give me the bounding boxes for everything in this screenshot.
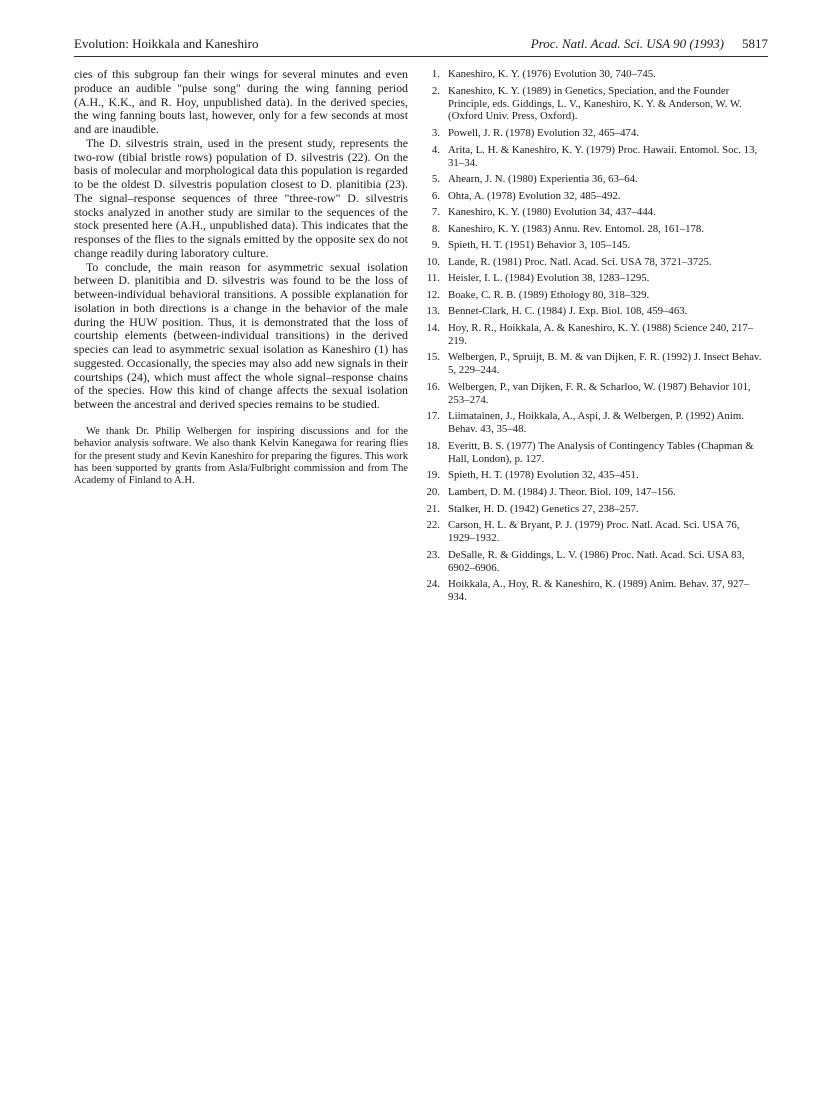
reference-text: Kaneshiro, K. Y. (1983) Annu. Rev. Entomol. 28, 161–178.	[448, 222, 705, 235]
reference-text: Lande, R. (1981) Proc. Natl. Acad. Sci. USA 78, 3721–3725.	[448, 255, 712, 268]
reference-item	[420, 68, 768, 81]
reference-number: 21.	[426, 502, 440, 515]
reference-item	[420, 322, 768, 348]
reference-number: 20.	[426, 486, 440, 499]
reference-number: 22.	[426, 519, 440, 532]
reference-item	[420, 503, 768, 516]
reference-item	[420, 289, 768, 302]
reference-text: Hoy, R. R., Hoikkala, A. & Kaneshiro, K. Y. (1988) Science 240, 217–219.	[448, 321, 754, 347]
reference-number: 7.	[431, 206, 440, 219]
reference-item	[420, 256, 768, 269]
reference-item	[420, 305, 768, 318]
reference-item	[420, 173, 768, 186]
reference-text: Welbergen, P., Spruijt, B. M. & van Dijken, F. R. (1992) J. Insect Behav. 5, 229–244.	[448, 351, 762, 377]
reference-list	[420, 68, 768, 608]
reference-number: 4.	[431, 143, 440, 156]
reference-text: Bennet-Clark, H. C. (1984) J. Exp. Biol. 108, 459–463.	[448, 305, 688, 318]
header-rule	[74, 56, 768, 57]
acknowledgments: We thank Dr. Philip Welbergen for inspiring discussions and for the behavior analysis software. We also thank Kelvin Kanegawa for rearing flies for the present study and Kevin Kaneshiro for preparing the figures. This work has been supported by grants from Asla/Fulbright commission and from The Academy of Finland to A.H.	[74, 425, 408, 487]
reference-item	[420, 440, 768, 466]
reference-number: 24.	[426, 578, 440, 591]
reference-number: 8.	[431, 222, 440, 235]
reference-item	[420, 206, 768, 219]
reference-text: Kaneshiro, K. Y. (1989) in Genetics, Speciation, and the Founder Principle, eds. Giddings, L. V., Kaneshiro, K. Y. & Anderson, W. W. (Oxford Univ. Press, Oxford).	[448, 84, 742, 123]
reference-text: Ohta, A. (1978) Evolution 32, 485–492.	[448, 189, 621, 202]
reference-item	[420, 410, 768, 436]
reference-number: 11.	[426, 272, 440, 285]
journal-name: Proc. Natl. Acad. Sci. USA 90 (1993)	[530, 36, 724, 51]
reference-text: DeSalle, R. & Giddings, L. V. (1986) Proc. Natl. Acad. Sci. USA 83, 6902–6906.	[448, 548, 745, 574]
reference-text: Carson, H. L. & Bryant, P. J. (1979) Proc. Natl. Acad. Sci. USA 76, 1929–1932.	[448, 519, 740, 545]
reference-item	[420, 519, 768, 545]
reference-item	[420, 272, 768, 285]
reference-text: Welbergen, P., van Dijken, F. R. & Scharloo, W. (1987) Behavior 101, 253–274.	[448, 380, 751, 406]
reference-text: Stalker, H. D. (1942) Genetics 27, 238–257.	[448, 502, 639, 515]
reference-number: 6.	[431, 189, 440, 202]
journal-citation	[531, 36, 768, 52]
reference-item	[420, 486, 768, 499]
reference-item	[420, 223, 768, 236]
running-header	[74, 36, 768, 54]
reference-text: Kaneshiro, K. Y. (1980) Evolution 34, 437–444.	[448, 206, 656, 219]
reference-text: Heisler, I. L. (1984) Evolution 38, 1283–1295.	[448, 272, 650, 285]
reference-text: Powell, J. R. (1978) Evolution 32, 465–474.	[448, 127, 640, 139]
body-column	[74, 68, 408, 488]
reference-number: 23.	[426, 548, 440, 561]
reference-number: 10.	[426, 255, 440, 268]
reference-number: 14.	[426, 321, 440, 334]
reference-number: 1.	[431, 68, 440, 80]
reference-text: Spieth, H. T. (1951) Behavior 3, 105–145.	[448, 239, 631, 252]
reference-item	[420, 144, 768, 170]
reference-number: 15.	[426, 351, 440, 364]
running-title: Evolution: Hoikkala and Kaneshiro	[74, 36, 259, 51]
reference-item	[420, 239, 768, 252]
paragraph-1: cies of this subgroup fan their wings for several minutes and even produce an audible "pulse song" during the wing fanning period (A.H., K.K., and R. Hoy, unpublished data). In the derived species, the wing fanning bouts last, however, only for a few seconds at most and are inaudible.	[74, 67, 408, 136]
reference-number: 13.	[426, 305, 440, 318]
reference-number: 5.	[431, 173, 440, 186]
reference-item	[420, 85, 768, 124]
reference-number: 18.	[426, 439, 440, 452]
reference-number: 16.	[426, 380, 440, 393]
reference-text: Lambert, D. M. (1984) J. Theor. Biol. 109, 147–156.	[448, 486, 676, 499]
reference-number: 2.	[431, 84, 440, 97]
reference-text: Everitt, B. S. (1977) The Analysis of Contingency Tables (Chapman & Hall, London), p. 127.	[448, 439, 754, 465]
reference-item	[420, 351, 768, 377]
paragraph-2: The D. silvestris strain, used in the present study, represents the two-row (tibial bristle rows) population of D. silvestris (22). On the basis of molecular and morphological data this population is regarded to be the oldest D. silvestris population closest to D. planitibia (23). The signal–response sequences of three "three-row" D. silvestris stocks analyzed in another study are similar to the sequences of the stock presented here (A.H., unpublished data). This indicates that the responses of the flies to the signals emitted by the opposite sex do not change readily during laboratory culture.	[74, 135, 408, 260]
reference-text: Kaneshiro, K. Y. (1976) Evolution 30, 740–745.	[448, 68, 656, 80]
reference-item	[420, 381, 768, 407]
paragraph-3: To conclude, the main reason for asymmetric sexual isolation between D. planitibia and D. silvestris was found to be the loss of between-individual behavioral transitions. A possible explanation for isolation in both directions is a change in the behavior of the male during the HUW position. Thus, it is demonstrated that the loss of courtship elements (between-individual transitions) in the derived species can lead to asymmetric sexual isolation as Kaneshiro (1) has suggested. Occasionally, the species may also add new signals in their courtships (24), which must affect the whole signal–response chains of the species. How this kind of change affects the sexual isolation between the ancestral and derived species remains to be studied.	[74, 259, 408, 411]
page-number: 5817	[742, 36, 768, 51]
reference-text: Hoikkala, A., Hoy, R. & Kaneshiro, K. (1989) Anim. Behav. 37, 927–934.	[448, 578, 750, 604]
reference-item	[420, 190, 768, 203]
reference-item	[420, 578, 768, 604]
reference-number: 9.	[431, 239, 440, 252]
reference-text: Liimatainen, J., Hoikkala, A., Aspi, J. & Welbergen, P. (1992) Anim. Behav. 43, 35–48.	[448, 410, 744, 436]
reference-text: Boake, C. R. B. (1989) Ethology 80, 318–329.	[448, 288, 650, 301]
reference-number: 19.	[426, 469, 440, 482]
reference-number: 3.	[431, 127, 440, 139]
reference-text: Spieth, H. T. (1978) Evolution 32, 435–451.	[448, 469, 639, 482]
reference-text: Ahearn, J. N. (1980) Experientia 36, 63–64.	[448, 173, 638, 186]
reference-number: 17.	[426, 410, 440, 423]
reference-item	[420, 549, 768, 575]
reference-text: Arita, L. H. & Kaneshiro, K. Y. (1979) Proc. Hawaii. Entomol. Soc. 13, 31–34.	[448, 143, 758, 169]
reference-number: 12.	[426, 288, 440, 301]
reference-item	[420, 469, 768, 482]
reference-item	[420, 127, 768, 140]
